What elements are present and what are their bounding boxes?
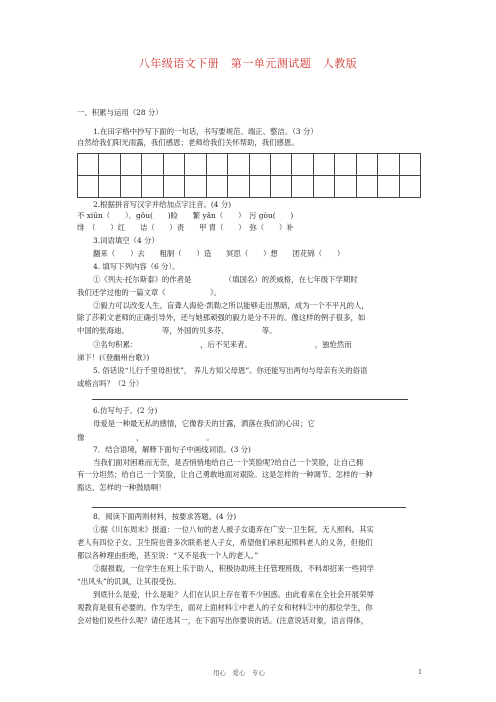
answer-line bbox=[92, 399, 408, 400]
question-2-row-2: 绯 （ ）红 诘（ ）责 甲 胄（ ） 弥（ ）补 bbox=[77, 223, 294, 232]
grid-cell bbox=[399, 176, 420, 198]
question-2: 2.根据拼音写汉字并给加点字注音。(4 分) bbox=[93, 200, 232, 209]
grid-cell bbox=[249, 154, 270, 176]
grid-row bbox=[78, 154, 421, 176]
grid-cell bbox=[335, 154, 356, 176]
grid-cell bbox=[249, 176, 270, 198]
page-number: 1 bbox=[418, 668, 423, 676]
grid-cell bbox=[206, 154, 227, 176]
writing-grid bbox=[77, 153, 421, 198]
grid-cell bbox=[163, 176, 184, 198]
question-4-item-1: ①《列夫·托尔斯泰》的作者是 （填国名）的茨威格，在七年级下学期时 bbox=[93, 275, 358, 284]
question-8-line-1: ①据《川东周末》报道：一位八旬的老人被子女遗弃在广安一卫生院，无人照料。其实 bbox=[93, 525, 374, 534]
question-6-line-1: 母爱是一种最无私的感情，它像春天的甘露，洒落在我们的心田；它 bbox=[93, 419, 315, 428]
grid-cell bbox=[78, 176, 99, 198]
grid-cell bbox=[99, 176, 120, 198]
question-7: 7．结合语境，解释下面句子中画线词语。(3 分) bbox=[93, 445, 251, 454]
grid-cell bbox=[356, 176, 377, 198]
question-8-line-3: 都以各种理由拒绝，甚至说：“又不是我一个人的老人。” bbox=[77, 551, 259, 560]
section-heading: 一、积累与运用（28 分） bbox=[77, 108, 163, 117]
grid-cell bbox=[142, 176, 163, 198]
grid-cell bbox=[335, 176, 356, 198]
grid-row bbox=[78, 176, 421, 198]
grid-cell bbox=[270, 154, 291, 176]
grid-cell bbox=[99, 154, 120, 176]
question-6: 6.仿写句子。(2 分) bbox=[93, 406, 158, 415]
question-7-line-2: 有一分坦然；给自己一个笑脸，让自己勇敢地面对艰险。这是怎样的一种调节、怎样的一种 bbox=[77, 470, 373, 479]
question-4-item-3: ③名句积累： ，后不见来者。 ，独怆然而 bbox=[93, 340, 352, 349]
question-8-line-4: ②据报载，一位学生在班上乐于助人，积极协助班主任管理班级，不料却招来一些同学 bbox=[93, 564, 374, 573]
grid-cell bbox=[378, 154, 399, 176]
grid-cell bbox=[313, 154, 334, 176]
grid-cell bbox=[313, 176, 334, 198]
question-4-item-2b: 除了莎莉文老师的正确引导外，还与她那顽强的毅力是分不开的。像这样的例子很多，如 bbox=[77, 313, 366, 322]
page-title: 八年级语文下册 第一单元测试题 人教版 bbox=[138, 57, 358, 70]
grid-cell bbox=[142, 154, 163, 176]
grid-cell bbox=[356, 154, 377, 176]
grid-cell bbox=[120, 176, 141, 198]
question-4-item-1b: 我们还学过他的一篇文章《 》。 bbox=[77, 288, 222, 297]
question-5: 5. 俗话说“儿行千里母担忧”， 养儿方知父母恩”。你还能写出两句与母亲有关的俗语 bbox=[93, 366, 368, 375]
question-8-line-5: “出风头”的讥讽，让其很受伤。 bbox=[77, 577, 181, 586]
grid-cell bbox=[292, 176, 313, 198]
grid-cell bbox=[399, 154, 420, 176]
grid-cell bbox=[185, 154, 206, 176]
grid-cell bbox=[185, 176, 206, 198]
grid-cell bbox=[378, 176, 399, 198]
question-8-line-8: 会对他们说些什么呢？请任选其一，在下面写出你要说的话。(注意说话对象，语言得体， bbox=[77, 616, 369, 625]
grid-cell bbox=[228, 154, 249, 176]
question-8-line-2: 老人有四位子女。卫生院也曾多次联系老人子女，希望他们承担起照料老人的义务，但他们 bbox=[77, 538, 373, 547]
footer-text: 用心 爱心 专心 bbox=[213, 669, 265, 677]
question-2-row-1: 不 xiūn（ ）．gǒu( )睑 繁 yǎn（ ） 污 gòu( ) bbox=[77, 211, 294, 220]
question-4-item-2: ②毅力可以改变人生。盲聋人海伦·凯勒之所以能够走出黑暗，成为一个不平凡的人， bbox=[93, 301, 369, 310]
question-3: 3.词语填空（4 分） bbox=[93, 236, 159, 245]
question-4-item-2c: 中国的张海迪、 等，外国的贝多芬、 等。 bbox=[77, 326, 277, 335]
grid-cell bbox=[270, 176, 291, 198]
question-8-line-6: 到底什么是爱，什么是耻？人们在认识上存在着不少困惑。由此看来在全社会开展荣辱 bbox=[93, 590, 374, 599]
grid-cell bbox=[78, 154, 99, 176]
question-4-item-3b: 涕下！(《登幽州台歌》) bbox=[77, 353, 150, 362]
answer-line bbox=[92, 507, 406, 508]
grid-cell bbox=[120, 154, 141, 176]
question-6-line-2: 像 ， 。 bbox=[77, 433, 214, 442]
grid-cell bbox=[163, 154, 184, 176]
question-4: 4. 填写下列内容（6 分）。 bbox=[93, 262, 180, 271]
question-8: 8．阅读下面两则材料，按要求答题。(4 分) bbox=[93, 512, 237, 521]
question-1: 1.在田字格中抄写下面的一句话，书写要规范、端正、整洁。（3 分） bbox=[93, 127, 318, 136]
question-7-line-1: 当我们面对困难而无奈，是否悄悄地给自己一个笑脸呢?给自己一个笑脸，让自己拥 bbox=[93, 458, 364, 467]
question-8-line-7: 观教育是很有必要的。作为学生，面对上面材料①中老人的子女和材料②中的那位学生，你 bbox=[77, 603, 373, 612]
question-5-b: 或格言吗？（2 分） bbox=[77, 379, 144, 388]
question-7-line-3: 豁达、怎样的一种鼓励啊！ bbox=[77, 483, 166, 492]
grid-cell bbox=[292, 154, 313, 176]
grid-cell bbox=[206, 176, 227, 198]
grid-cell bbox=[228, 176, 249, 198]
question-1-text: 自然给我们阳光雨露，我们感恩；老师给我们关怀帮助，我们感恩。 bbox=[77, 138, 299, 147]
question-3-row: 翻来（ ）去 粗制（ ）造 冥思（ ）想 团花锦（ ） bbox=[93, 249, 345, 258]
